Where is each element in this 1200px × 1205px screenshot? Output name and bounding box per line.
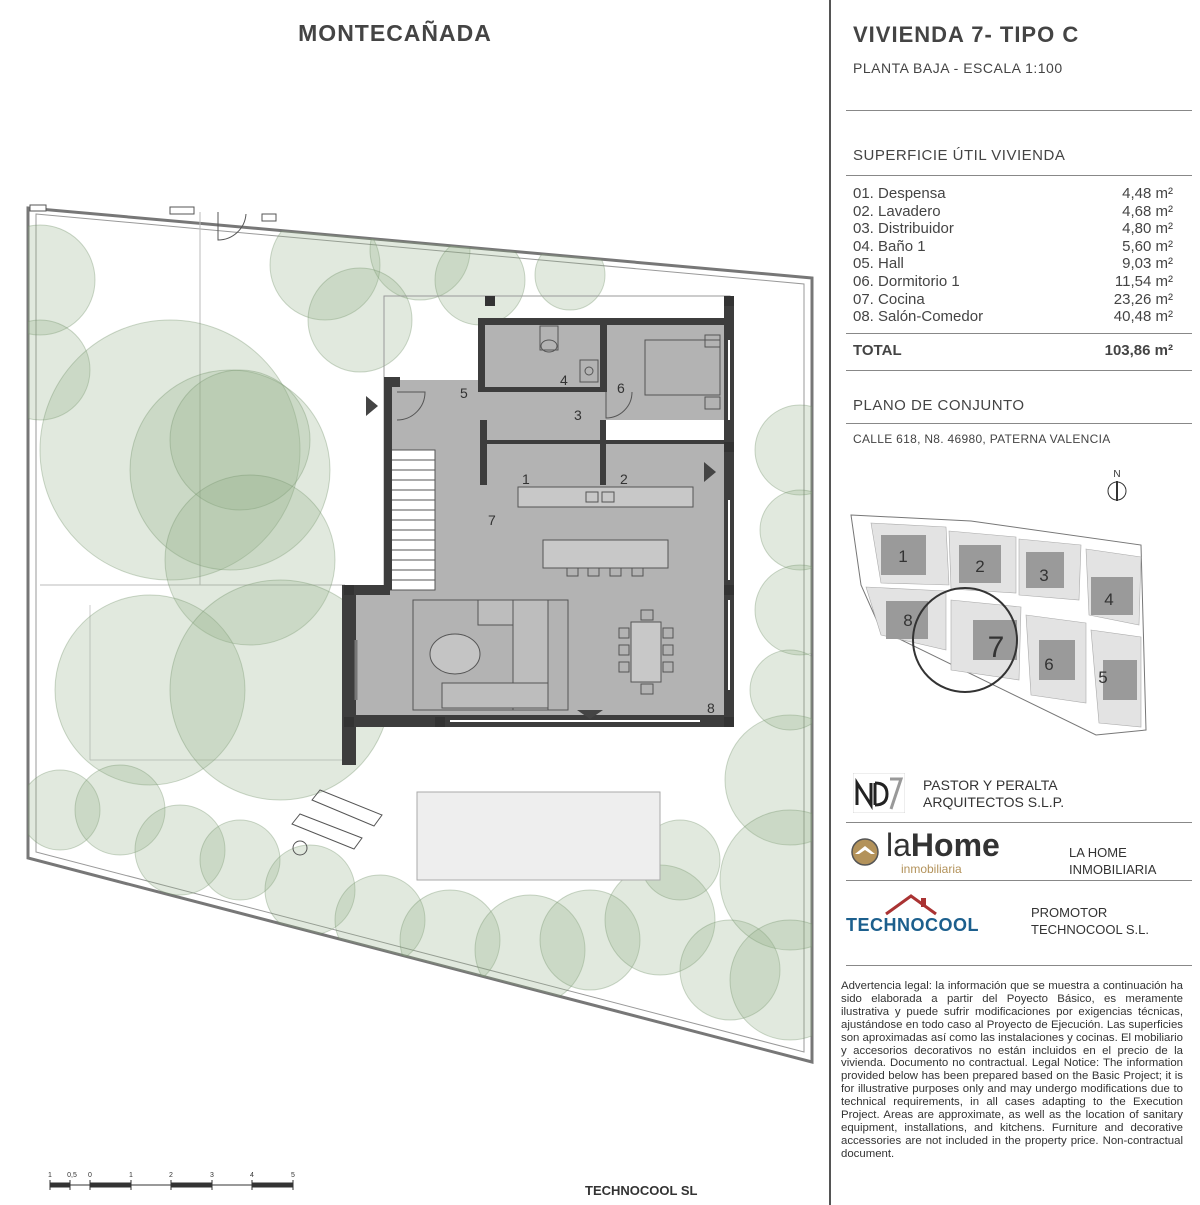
room-row bbox=[853, 203, 1173, 221]
promotor-line1: PROMOTOR bbox=[1031, 905, 1108, 920]
divider-line bbox=[846, 333, 1192, 334]
room-area: 4,48 m² bbox=[1122, 185, 1173, 202]
room-row bbox=[853, 291, 1173, 309]
room-number-label: 8 bbox=[707, 700, 715, 716]
room-name: 05. Hall bbox=[853, 255, 904, 273]
technocool-brand: TECHNOCOOL bbox=[846, 915, 979, 935]
room-name: 03. Distribuidor bbox=[853, 220, 954, 238]
room-area: 9,03 m² bbox=[1122, 255, 1173, 273]
scale-tick-label: 2 bbox=[169, 1172, 173, 1179]
scale-tick-label: 3 bbox=[210, 1172, 214, 1179]
room-name: 01. Despensa bbox=[853, 185, 946, 202]
legal-notice: Advertencia legal: la información que se muestra a continuación ha sido elaborada a partir del Poyecto Básico, es meramente ilustrativa y puede sufrir modificaciones por exigencias técnicas, ajustándose en todo caso al Proyecto de Ejecución. Las superficies son aproximadas así como las instalaciones y cocinas. El mobiliario y accesorios decorativos no están incluidos en el precio de la vivienda. Documento no contractual. Legal Notice: The information provided below has been prepared based on the Basic Project; it is for illustrative purposes only and may undergo modifications due to technical requirements, in all cases adapting to the Execution Project. Areas are approximate, as well as the location of sanitary equipment, installations, and kitchens. Furniture and decorative accessories are not included in the property price. Non-contractual document. bbox=[841, 980, 1183, 1160]
lahome-brand-home: Home bbox=[910, 827, 1000, 863]
lahome-name bbox=[1069, 844, 1156, 878]
room-number-label: 6 bbox=[617, 380, 625, 396]
total-row bbox=[853, 342, 1173, 359]
divider-line bbox=[846, 965, 1192, 966]
room-name: 04. Baño 1 bbox=[853, 237, 926, 255]
north-arrow bbox=[1108, 469, 1126, 501]
total-value: 103,86 m² bbox=[1104, 342, 1173, 359]
promotor-line2: TECHNOCOOL S.L. bbox=[1031, 922, 1149, 937]
divider-line bbox=[846, 880, 1192, 881]
lot-number: 1 bbox=[898, 547, 908, 566]
room-row bbox=[853, 273, 1173, 291]
lot-number: 8 bbox=[903, 611, 913, 630]
room-area: 11,54 m² bbox=[1114, 273, 1173, 290]
scale-tick-label: 0,5 bbox=[67, 1172, 77, 1179]
room-area: 4,80 m² bbox=[1122, 220, 1173, 238]
lahome-icon bbox=[849, 836, 883, 868]
unit-subtitle: PLANTA BAJA - ESCALA 1:100 bbox=[853, 60, 1063, 76]
site-plan-map bbox=[841, 465, 1196, 755]
lahome-line2: INMOBILIARIA bbox=[1069, 862, 1157, 877]
info-panel bbox=[831, 0, 1200, 1205]
divider-line bbox=[846, 175, 1192, 176]
lot-number: 6 bbox=[1044, 655, 1054, 674]
architect-line2: ARQUITECTOS S.L.P. bbox=[923, 794, 1065, 810]
promotor-name bbox=[1031, 904, 1149, 938]
room-area: 5,60 m² bbox=[1122, 237, 1173, 255]
room-name: 06. Dormitorio 1 bbox=[853, 273, 960, 290]
divider-line bbox=[846, 423, 1192, 424]
lahome-brand-la: la bbox=[886, 827, 911, 863]
scale-bar bbox=[50, 1180, 293, 1190]
room-number-label: 3 bbox=[574, 407, 582, 423]
scale-tick-label: 0 bbox=[88, 1172, 92, 1179]
areas-heading: SUPERFICIE ÚTIL VIVIENDA bbox=[853, 147, 1066, 164]
scale-tick-label: 4 bbox=[250, 1172, 254, 1179]
divider-line bbox=[846, 370, 1192, 371]
room-area: 4,68 m² bbox=[1122, 202, 1173, 220]
room-number-label: 4 bbox=[560, 372, 568, 388]
scale-tick-label: 5 bbox=[291, 1172, 295, 1179]
lot-number-highlight: 7 bbox=[987, 631, 1005, 664]
entrance-arrow bbox=[366, 396, 378, 416]
unit-title: VIVIENDA 7- TIPO C bbox=[853, 22, 1080, 47]
footer-company: TECHNOCOOL SL bbox=[585, 1183, 698, 1198]
room-name: 07. Cocina bbox=[853, 290, 925, 308]
development-title: MONTECAÑADA bbox=[298, 20, 492, 46]
divider-line bbox=[846, 822, 1192, 823]
technocool-roof-icon bbox=[881, 890, 941, 918]
architect-logo bbox=[853, 773, 905, 813]
room-name: 02. Lavadero bbox=[853, 202, 941, 220]
divider-line bbox=[846, 110, 1192, 111]
scale-tick-label: 1 bbox=[129, 1172, 133, 1179]
lahome-line1: LA HOME bbox=[1069, 845, 1127, 860]
north-label: N bbox=[1113, 469, 1121, 480]
lot-number: 4 bbox=[1104, 590, 1114, 609]
total-label: TOTAL bbox=[853, 342, 902, 359]
architect-name bbox=[923, 777, 1064, 811]
room-number-label: 2 bbox=[620, 471, 628, 487]
room-row bbox=[853, 220, 1173, 238]
room-number-label: 7 bbox=[488, 512, 496, 528]
lahome-brand bbox=[886, 828, 1000, 862]
lot-number: 2 bbox=[975, 557, 985, 576]
room-row bbox=[853, 255, 1173, 273]
room-number-label: 1 bbox=[522, 471, 530, 487]
room-row bbox=[853, 308, 1173, 326]
site-plan-heading: PLANO DE CONJUNTO bbox=[853, 397, 1025, 414]
room-row bbox=[853, 238, 1173, 256]
lot-number: 5 bbox=[1098, 668, 1108, 687]
room-row bbox=[853, 185, 1173, 203]
room-name: 08. Salón-Comedor bbox=[853, 308, 984, 326]
address: CALLE 618, N8. 46980, PATERNA VALENCIA bbox=[853, 432, 1111, 446]
room-number-label: 5 bbox=[460, 385, 468, 401]
architect-line1: PASTOR Y PERALTA bbox=[923, 777, 1058, 793]
scale-tick-label: 1 bbox=[48, 1172, 52, 1179]
pool bbox=[417, 792, 660, 880]
room-area: 23,26 m² bbox=[1113, 290, 1173, 308]
room-area: 40,48 m² bbox=[1113, 308, 1173, 326]
lahome-sub: inmobiliaria bbox=[901, 862, 962, 876]
lot-number: 3 bbox=[1039, 566, 1049, 585]
staircase bbox=[390, 450, 435, 590]
